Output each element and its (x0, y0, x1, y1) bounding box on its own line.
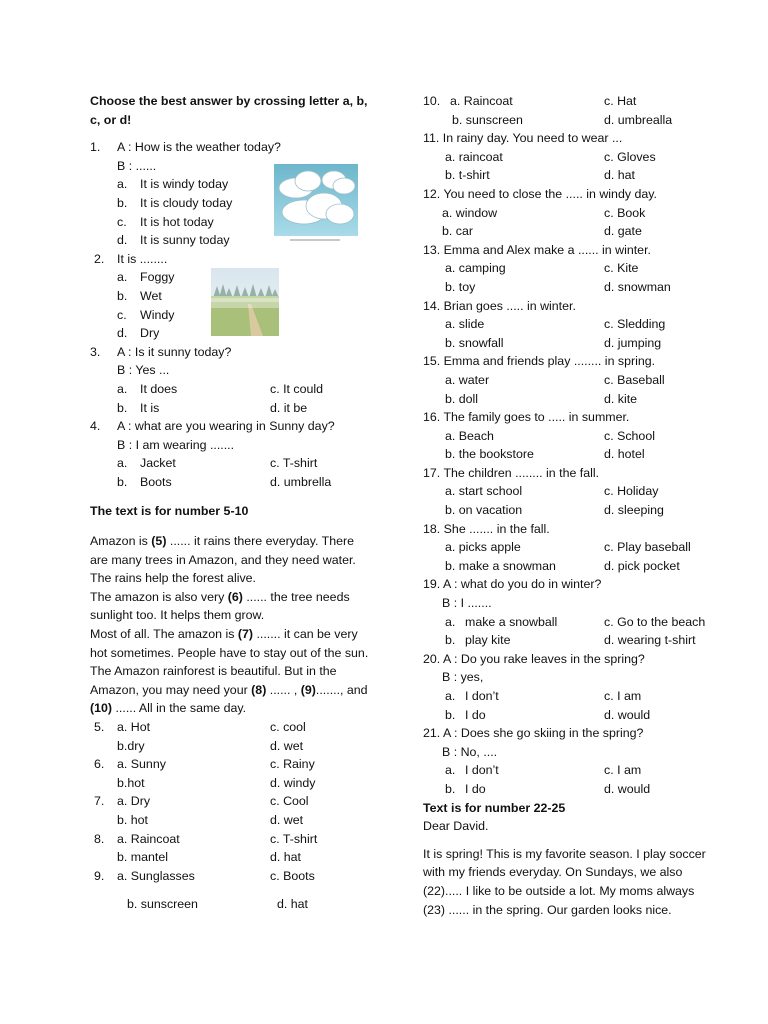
option-2d[interactable]: d. Dry (117, 326, 160, 341)
question-18: 18. She ....... in the fall. (423, 521, 550, 536)
clouds-image (274, 164, 358, 244)
option-row-4bd[interactable]: b. Boots d. umbrella (117, 474, 332, 489)
question-11: 11. In rainy day. You need to wear ... (423, 131, 623, 146)
option-row-8bd[interactable]: b. mantel d. hat (117, 850, 302, 865)
option-2c[interactable]: c. Windy (117, 307, 175, 322)
question-10[interactable]: 10. a. Raincoat c. Hat (423, 94, 637, 108)
questions-11-18: 11. In rainy day. You need to wear ... a. raincoat c. Gloves b. t-shirt d. hat 12. You need to close the ..... in windy day. a. window c. Book b. car d. gate 13. Emma and Alex make a ...... in winter. a. camping c. Kite b. toy d. snowman 14. Brian goes ..... in winter. a. slide c. Sledding b. snowfall d. jumping 15. Emma and friends play ........ in spring. a. water c. Baseball b. doll d. kite 16. The family goes to ..... in summer. a. Beach c. School b. the bookstore d. hotel 17. The children ........ in the fall. a. start school c. Holiday b. on vacation d. sleeping 18. She ....... in the fall. a. picks apple c. Play baseball b. make a snowman d. pick pocket (423, 129, 723, 575)
option-row-7ac[interactable]: 7. a. Dry c. Cool (94, 794, 309, 809)
text-heading-5-10: The text is for number 5-10 (90, 504, 249, 519)
option-row-5ac[interactable]: 5. a. Hot c. cool (94, 720, 306, 734)
amazon-passage: Amazon is (5) ...... it rains there everyday. There are many trees in Amazon, and they need water. The rains help the forest alive. The amazon is also very (6) ...... the tree needs sunlight too. It helps them grow. Most of all. The amazon is (7) ....... it can be very hot sometimes. People have to stay out of the sun. The Amazon rainforest is beautiful. But in the Amazon, you may need your (8) ...... , (9)......., and (10) ...... All in the same day. (90, 534, 369, 716)
option-row-6ac[interactable]: 6. a. Sunny c. Rainy (94, 757, 315, 772)
question-1: 1. A : How is the weather today? (90, 140, 281, 155)
question-4: 4. A : what are you wearing in Sunny day? (90, 419, 335, 434)
text-heading-22-25: Text is for number 22-25 (423, 800, 566, 815)
left-column: Choose the best answer by crossing letter a, b, c, or d! 1. A : How is the weather today? B : ...... a. It is windy today b. It is cloudy today c. It is hot today d. It is sunny today 2. It is ........ a. Foggy b. Wet c. Windy d. Dry 3. A : Is it sunny today? B : Yes ... a. It does c. It could b. It is d. it be 4. A : what are you wearing in Sunny day? B : I am wearing ....... a. Jacket c. T-shirt b. Boots d. umbrella The text is for number 5-10 Amazon is (5) ...... it rains there everyday. There are many trees in Amazon, and they need water. The rains help the forest alive. The amazon is also very (6) ...... the tree needs sunlight too. It helps them grow. Most of all. The amazon is (7) ....... it can be very hot sometimes. People have to stay out of the sun. The Amazon rainforest is beautiful. But in the Amazon, you may need your (8) ...... , (9)......., and (10) ...... All in the same day. 5. a. Hot c. cool b.dry d. wet 6. a. Sunny c. Rainy b.hot d. windy 7. a. Dry c. Cool b. hot d. wet 8. a. Raincoat c. T-shirt b. mantel d. hat 9. a. Sunglasses c. Boots b. sunscreen d. hat (90, 92, 390, 914)
foggy-landscape-image (211, 268, 279, 336)
question-17: 17. The children ........ in the fall. (423, 465, 600, 480)
answers-5-8 (90, 718, 390, 914)
option-row-3ac[interactable]: a. It does c. It could (117, 381, 324, 396)
option-1c[interactable]: c. It is hot today (117, 214, 214, 229)
question-14: 14. Brian goes ..... in winter. (423, 298, 576, 313)
question-16: 16. The family goes to ..... in summer. (423, 410, 630, 425)
option-2a[interactable]: a. Foggy (117, 270, 175, 285)
question-13: 13. Emma and Alex make a ...... in winter. (423, 242, 651, 257)
option-row-6bd[interactable]: b.hot d. windy (117, 775, 316, 790)
option-row-9bd[interactable]: b. sunscreen d. hat (127, 897, 309, 912)
option-row-3bd[interactable]: b. It is d. it be (117, 400, 308, 415)
option-row-7bd[interactable]: b. hot d. wet (117, 812, 304, 827)
question-3: 3. A : Is it sunny today? (90, 344, 232, 359)
option-1b[interactable]: b. It is cloudy today (117, 195, 233, 210)
option-row-8ac[interactable]: 8. a. Raincoat c. T-shirt (94, 831, 318, 846)
question-19: 19. A : what do you do in winter? (423, 577, 602, 592)
option-row-5bd[interactable]: b.dry d. wet (117, 738, 304, 753)
question-21: 21. A : Does she go skiing in the spring? (423, 726, 644, 741)
fog-landscape-icon (211, 268, 279, 336)
right-column: 10. a. Raincoat c. Hat b. sunscreen d. umbrealla 11. In rainy day. You need to wear ... a. raincoat c. Gloves b. t-shirt d. hat 12. You need to close the ..... in windy day. a. window c. Book b. car d. gate 13. Emma and Alex make a ...... in winter. a. camping c. Kite b. toy d. snowman 14. Brian goes ..... in winter. a. slide c. Sledding b. snowfall d. jumping 15. Emma and friends play ........ in spring. a. water c. Baseball b. doll d. kite 16. The family goes to ..... in summer. a. Beach c. School b. the bookstore d. hotel 17. The children ........ in the fall. a. start school c. Holiday b. on vacation d. sleeping 18. She ....... in the fall. a. picks apple c. Play baseball b. make a snowman d. pick pocket 19. A : what do you do in winter? B : I ....... a. make a snowball c. Go to the beach b. play kite d. wearing t-shirt 20. A : Do you rake leaves in the spring? B : yes, a. I don’t c. I am b. I do d. would 21. A : Does she go skiing in the spring? B : No, .... a. I don’t c. I am b. I do d. would Text is for number 22-25 Dear David. It is spring! This is my favorite season. I play soccer with my friends everyday. On Sundays, we also (22)..... I like to be outside a lot. My moms always (23) ...... in the spring. Our garden looks nice. (423, 92, 723, 919)
option-row-4ac[interactable]: a. Jacket c. T-shirt (117, 456, 318, 471)
question-2: 2. It is ........ (94, 251, 168, 266)
question-20: 20. A : Do you rake leaves in the spring? (423, 651, 645, 666)
clouds-icon (274, 164, 358, 244)
option-row-9ac[interactable]: 9. a. Sunglasses c. Boots (94, 868, 315, 883)
instructions: Choose the best answer by crossing letter a, b, c, or d! (90, 94, 368, 127)
question-15: 15. Emma and friends play ........ in spring. (423, 354, 656, 369)
option-1a[interactable]: a. It is windy today (117, 177, 229, 192)
question-12: 12. You need to close the ..... in windy day. (423, 186, 657, 201)
letter-body: It is spring! This is my favorite season. I play soccer with my friends everyday. On Sundays, we also (22)..... I like to be outside a lot. My moms always (23) ...... in the spring. Our garden looks nice. (423, 846, 706, 917)
option-2b[interactable]: b. Wet (117, 288, 162, 303)
option-1d[interactable]: d. It is sunny today (117, 233, 230, 248)
letter-salutation: Dear David. (423, 819, 489, 834)
